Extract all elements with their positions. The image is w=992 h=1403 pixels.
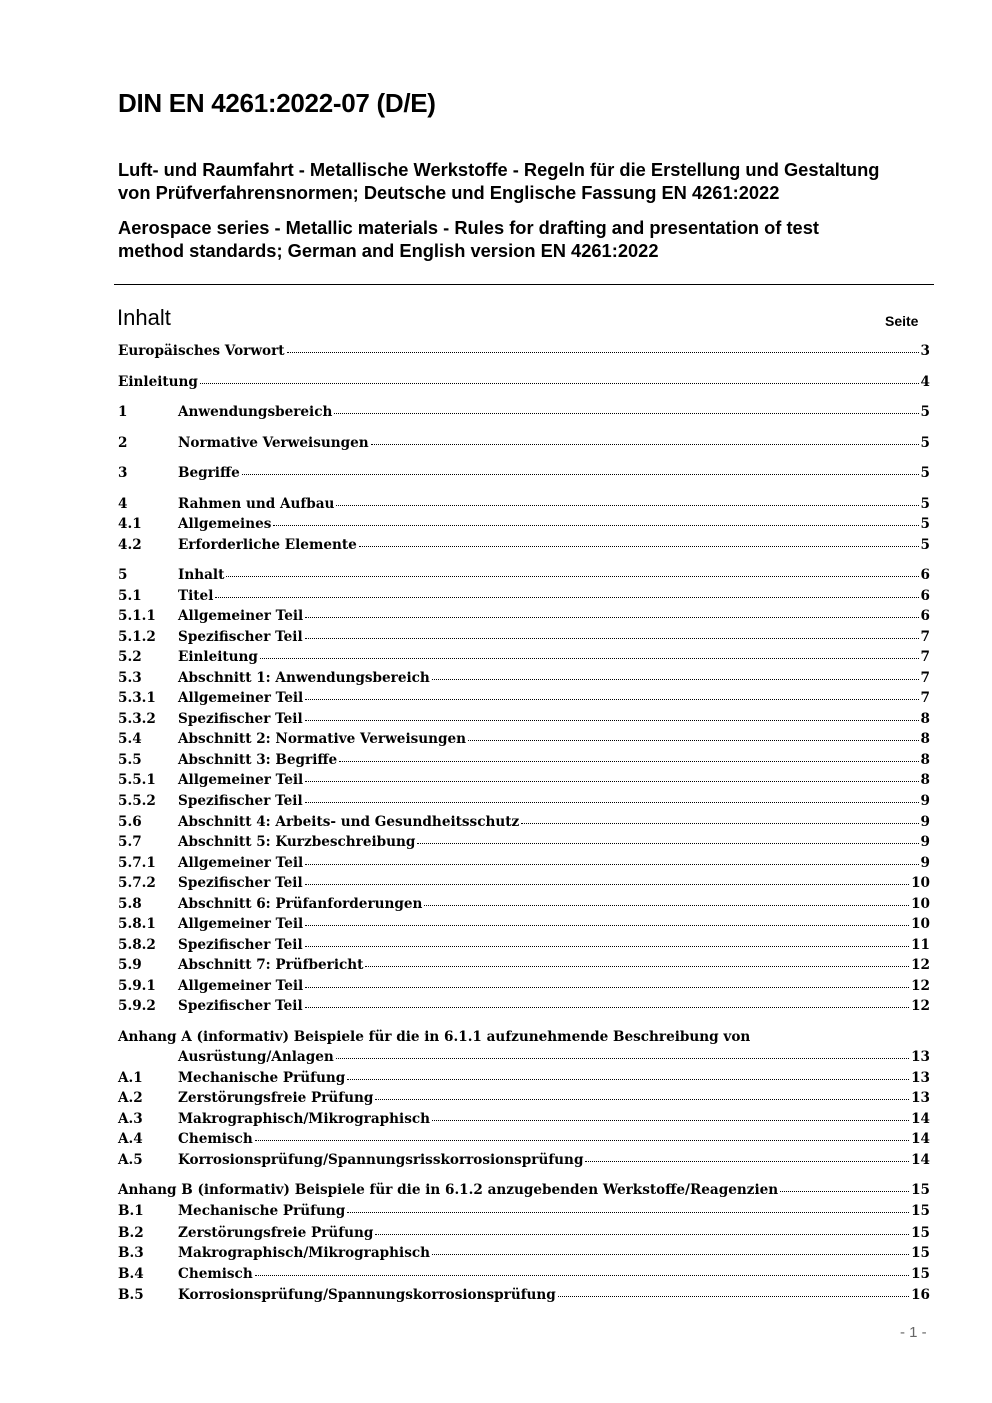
toc-entry-page: 5 bbox=[920, 465, 930, 481]
toc-entry-page: 8 bbox=[920, 731, 930, 747]
dot-leader bbox=[339, 751, 918, 762]
toc-entry-page: 6 bbox=[920, 608, 930, 624]
toc-entry[interactable] bbox=[118, 494, 930, 514]
dot-leader bbox=[432, 1110, 909, 1121]
dot-leader bbox=[347, 1069, 909, 1080]
toc-entry-number: 2 bbox=[118, 435, 128, 451]
toc-entry[interactable] bbox=[118, 750, 930, 770]
toc-entry[interactable] bbox=[118, 402, 930, 422]
toc-entry-number: 5.8.1 bbox=[118, 916, 156, 932]
toc-entry-title: Spezifischer Teil bbox=[178, 998, 303, 1014]
toc-entry-title: Europäisches Vorwort bbox=[118, 343, 285, 359]
toc-entry-page: 10 bbox=[911, 896, 930, 912]
dot-leader bbox=[200, 373, 919, 384]
toc-entry[interactable] bbox=[118, 1068, 930, 1088]
toc-entry-number: B.2 bbox=[118, 1225, 144, 1241]
toc-entry[interactable] bbox=[118, 514, 930, 534]
toc-entry-title: Abschnitt 2: Normative Verweisungen bbox=[178, 731, 467, 747]
dot-leader bbox=[260, 648, 919, 659]
toc-entry-number: A.2 bbox=[118, 1090, 143, 1106]
toc-entry-page: 7 bbox=[920, 629, 930, 645]
dot-leader bbox=[305, 936, 909, 947]
toc-entry[interactable] bbox=[118, 668, 930, 688]
toc-entry[interactable] bbox=[118, 1223, 930, 1243]
dot-leader bbox=[336, 1048, 909, 1059]
toc-entry-page: 6 bbox=[920, 567, 930, 583]
toc-entry[interactable] bbox=[118, 463, 930, 483]
dot-leader bbox=[375, 1224, 909, 1235]
dot-leader bbox=[585, 1151, 909, 1162]
toc-entry-title: Inhalt bbox=[178, 567, 225, 583]
toc-entry-number: B.3 bbox=[118, 1245, 144, 1261]
toc-entry-page: 7 bbox=[920, 690, 930, 706]
dot-leader bbox=[780, 1181, 909, 1192]
toc-entry-number: 5.9 bbox=[118, 957, 142, 973]
dot-leader bbox=[305, 915, 909, 926]
toc-entry[interactable] bbox=[118, 606, 930, 626]
dot-leader bbox=[558, 1286, 909, 1297]
toc-entry[interactable] bbox=[118, 1264, 930, 1284]
toc-entry-number: A.3 bbox=[118, 1111, 143, 1127]
toc-entry-page: 12 bbox=[911, 998, 930, 1014]
toc-entry-page: 14 bbox=[911, 1131, 930, 1147]
dot-leader bbox=[359, 536, 919, 547]
toc-entry-title: Abschnitt 5: Kurzbeschreibung bbox=[178, 834, 416, 850]
toc-entry-page: 9 bbox=[920, 834, 930, 850]
toc-entry[interactable] bbox=[118, 627, 930, 647]
toc-entry-page: 14 bbox=[911, 1152, 930, 1168]
dot-leader bbox=[347, 1202, 909, 1213]
toc-entry[interactable] bbox=[118, 688, 930, 708]
toc-entry-page: 3 bbox=[920, 343, 930, 359]
annex-a-heading-continued[interactable] bbox=[118, 1047, 930, 1067]
toc-entry-number: 5.3.1 bbox=[118, 690, 156, 706]
toc-entry[interactable] bbox=[118, 729, 930, 749]
toc-entry[interactable] bbox=[118, 341, 930, 361]
dot-leader bbox=[305, 628, 919, 639]
toc-entry-title: Abschnitt 6: Prüfanforderungen bbox=[178, 896, 423, 912]
dot-leader bbox=[242, 464, 919, 475]
toc-entry[interactable] bbox=[118, 812, 930, 832]
toc-entry-title: Titel bbox=[178, 588, 214, 604]
dot-leader bbox=[305, 607, 918, 618]
toc-page-column-label: Seite bbox=[885, 313, 919, 329]
dot-leader bbox=[305, 977, 909, 988]
dot-leader bbox=[255, 1265, 909, 1276]
toc-heading: Inhalt bbox=[117, 305, 171, 330]
toc-entry-number: 3 bbox=[118, 465, 128, 481]
page-number: - 1 - bbox=[900, 1324, 927, 1341]
dot-leader bbox=[255, 1130, 909, 1141]
toc-entry[interactable] bbox=[118, 565, 930, 585]
toc-entry-number: 5 bbox=[118, 567, 128, 583]
toc-entry-title: Abschnitt 4: Arbeits- und Gesundheitsschutz bbox=[178, 814, 520, 830]
toc-entry-page: 15 bbox=[911, 1203, 930, 1219]
toc-entry-number: 5.8 bbox=[118, 896, 142, 912]
toc-entry-page: 15 bbox=[911, 1245, 930, 1261]
toc-entry-number: 5.1.2 bbox=[118, 629, 156, 645]
document-title: DIN EN 4261:2022-07 (D/E) bbox=[118, 88, 436, 118]
toc-entry[interactable] bbox=[118, 935, 930, 955]
toc-entry-page: 15 bbox=[911, 1266, 930, 1282]
toc-entry[interactable] bbox=[118, 586, 930, 606]
dot-leader bbox=[521, 813, 918, 824]
dot-leader bbox=[215, 587, 918, 598]
toc-entry-number: A.1 bbox=[118, 1070, 143, 1086]
toc-entry-page: 9 bbox=[920, 814, 930, 830]
toc-entry-number: 5.9.1 bbox=[118, 978, 156, 994]
title-divider bbox=[114, 284, 934, 285]
dot-leader bbox=[365, 956, 909, 967]
toc-entry-title: Allgemeines bbox=[178, 516, 272, 532]
toc-entry-page: 7 bbox=[920, 649, 930, 665]
toc-entry[interactable] bbox=[118, 832, 930, 852]
toc-entry-page: 15 bbox=[911, 1225, 930, 1241]
dot-leader bbox=[305, 689, 918, 700]
toc-entry-page: 8 bbox=[920, 711, 930, 727]
toc-entry-page: 7 bbox=[920, 670, 930, 686]
dot-leader bbox=[432, 1244, 909, 1255]
toc-entry-page: 4 bbox=[920, 374, 930, 390]
toc-entry[interactable] bbox=[118, 1243, 930, 1263]
toc-entry-title: Zerstörungsfreie Prüfung bbox=[178, 1225, 374, 1241]
dot-leader bbox=[417, 833, 918, 844]
toc-entry-number: 5.2 bbox=[118, 649, 142, 665]
toc-entry-page: 5 bbox=[920, 404, 930, 420]
toc-entry[interactable] bbox=[118, 1109, 930, 1129]
toc-entry-number: 5.9.2 bbox=[118, 998, 156, 1014]
toc-entry[interactable] bbox=[118, 1201, 930, 1221]
toc-entry-title: Chemisch bbox=[178, 1266, 253, 1282]
toc-entry[interactable] bbox=[118, 976, 930, 996]
toc-entry[interactable] bbox=[118, 647, 930, 667]
toc-entry-page: 5 bbox=[920, 496, 930, 512]
toc-entry-number: B.4 bbox=[118, 1266, 144, 1282]
toc-entry[interactable] bbox=[118, 996, 930, 1016]
toc-entry-number: 5.3.2 bbox=[118, 711, 156, 727]
toc-entry-title: Spezifischer Teil bbox=[178, 793, 303, 809]
toc-entry-number: 5.5.1 bbox=[118, 772, 156, 788]
toc-entry-title: Erforderliche Elemente bbox=[178, 537, 357, 553]
dot-leader bbox=[287, 342, 919, 353]
toc-entry-title: Allgemeiner Teil bbox=[178, 916, 304, 932]
toc-entry-page: 16 bbox=[911, 1287, 930, 1303]
toc-entry-number: B.1 bbox=[118, 1203, 144, 1219]
toc-entry-page: 10 bbox=[911, 916, 930, 932]
toc-entry-number: 5.7.1 bbox=[118, 855, 156, 871]
toc-entry-title: Allgemeiner Teil bbox=[178, 855, 304, 871]
toc-entry-number: 5.1 bbox=[118, 588, 142, 604]
toc-entry-title: Chemisch bbox=[178, 1131, 253, 1147]
toc-entry[interactable] bbox=[118, 709, 930, 729]
toc-entry[interactable] bbox=[118, 873, 930, 893]
toc-entry-title: Mechanische Prüfung bbox=[178, 1070, 346, 1086]
toc-entry[interactable] bbox=[118, 1150, 930, 1170]
toc-entry-page: 12 bbox=[911, 957, 930, 973]
toc-entry-title: Einleitung bbox=[118, 374, 198, 390]
toc-entry-number: 5.6 bbox=[118, 814, 142, 830]
dot-leader bbox=[468, 730, 918, 741]
dot-leader bbox=[336, 495, 918, 506]
toc-entry-title: Korrosionsprüfung/Spannungsrisskorrosionsprüfung bbox=[178, 1152, 584, 1168]
title-german: Luft- und Raumfahrt - Metallische Werkstoffe - Regeln für die Erstellung und Gestaltung von Prüfverfahrensnormen; Deutsche und Englische Fassung EN 4261:2022 bbox=[118, 159, 880, 203]
toc-entry-page: 5 bbox=[920, 537, 930, 553]
toc-entry-number: 4.2 bbox=[118, 537, 142, 553]
dot-leader bbox=[371, 434, 919, 445]
toc-entry[interactable] bbox=[118, 853, 930, 873]
toc-entry-page: 12 bbox=[911, 978, 930, 994]
toc-entry-title: Spezifischer Teil bbox=[178, 711, 303, 727]
toc-entry[interactable] bbox=[118, 914, 930, 934]
toc-entry[interactable] bbox=[118, 791, 930, 811]
toc-entry-number: 5.3 bbox=[118, 670, 142, 686]
toc-entry-title: Korrosionsprüfung/Spannungskorrosionsprüfung bbox=[178, 1287, 556, 1303]
toc-entry-title: Abschnitt 1: Anwendungsbereich bbox=[178, 670, 430, 686]
toc-entry-page: 13 bbox=[911, 1090, 930, 1106]
toc-entry-page: 15 bbox=[911, 1182, 930, 1198]
toc-entry-number: A.4 bbox=[118, 1131, 143, 1147]
toc-entry-title: Allgemeiner Teil bbox=[178, 690, 304, 706]
dot-leader bbox=[305, 874, 909, 885]
toc-entry-page: 9 bbox=[920, 855, 930, 871]
dot-leader bbox=[305, 771, 918, 782]
toc-entry-page: 13 bbox=[911, 1049, 930, 1065]
toc-entry-page: 6 bbox=[920, 588, 930, 604]
toc-entry-number: A.5 bbox=[118, 1152, 143, 1168]
dot-leader bbox=[334, 403, 918, 414]
toc-entry-title: Mechanische Prüfung bbox=[178, 1203, 346, 1219]
toc-entry-number: 5.7 bbox=[118, 834, 142, 850]
toc-entry[interactable] bbox=[118, 955, 930, 975]
toc-entry-title: Rahmen und Aufbau bbox=[178, 496, 335, 512]
toc-entry-number: 4 bbox=[118, 496, 128, 512]
toc-entry-number: 5.5.2 bbox=[118, 793, 156, 809]
dot-leader bbox=[424, 895, 909, 906]
toc-entry-page: 9 bbox=[920, 793, 930, 809]
toc-entry-title: Ausrüstung/Anlagen bbox=[178, 1049, 334, 1065]
toc-entry-page: 5 bbox=[920, 516, 930, 532]
toc-entry[interactable] bbox=[118, 1088, 930, 1108]
toc-entry[interactable] bbox=[118, 894, 930, 914]
toc-entry-page: 10 bbox=[911, 875, 930, 891]
annex-b-heading[interactable] bbox=[118, 1180, 930, 1200]
toc-entry-page: 11 bbox=[911, 937, 930, 953]
toc-entry[interactable] bbox=[118, 770, 930, 790]
toc-entry-title: Einleitung bbox=[178, 649, 258, 665]
toc-entry-title: Normative Verweisungen bbox=[178, 435, 369, 451]
dot-leader bbox=[305, 997, 909, 1008]
dot-leader bbox=[305, 710, 919, 721]
toc-entry[interactable] bbox=[118, 433, 930, 453]
toc-entry-title: Begriffe bbox=[178, 465, 240, 481]
toc-entry-number: 1 bbox=[118, 404, 128, 420]
toc-entry[interactable] bbox=[118, 1285, 930, 1305]
toc-entry-title: Makrographisch/Mikrographisch bbox=[178, 1245, 431, 1261]
toc-entry-title: Allgemeiner Teil bbox=[178, 772, 304, 788]
toc-entry-title: Makrographisch/Mikrographisch bbox=[178, 1111, 431, 1127]
toc-entry-title: Spezifischer Teil bbox=[178, 937, 303, 953]
toc-entry-title: Anwendungsbereich bbox=[178, 404, 333, 420]
title-english: Aerospace series - Metallic materials - Rules for drafting and presentation of test method standards; German and English version EN 4261:2022 bbox=[118, 217, 819, 261]
toc-entry-title: Allgemeiner Teil bbox=[178, 608, 304, 624]
toc-entry-title: Abschnitt 7: Prüfbericht bbox=[178, 957, 364, 973]
toc-entry-title: Spezifischer Teil bbox=[178, 875, 303, 891]
toc-entry-title: Spezifischer Teil bbox=[178, 629, 303, 645]
toc-entry-page: 8 bbox=[920, 752, 930, 768]
toc-entry-number: 5.4 bbox=[118, 731, 142, 747]
toc-entry-number: 5.7.2 bbox=[118, 875, 156, 891]
toc-entry-number: 5.5 bbox=[118, 752, 142, 768]
title-block bbox=[118, 158, 888, 262]
toc-entry-number: 5.8.2 bbox=[118, 937, 156, 953]
toc-entry[interactable] bbox=[118, 372, 930, 392]
toc-entry-title: Anhang B (informativ) Beispiele für die in 6.1.2 anzugebenden Werkstoffe/Reagenzien bbox=[118, 1182, 779, 1198]
dot-leader bbox=[432, 669, 919, 680]
toc-entry-number: 4.1 bbox=[118, 516, 142, 532]
dot-leader bbox=[305, 854, 918, 865]
toc-entry-page: 8 bbox=[920, 772, 930, 788]
dot-leader bbox=[273, 515, 918, 526]
toc-entry-page: 14 bbox=[911, 1111, 930, 1127]
toc-entry-number: 5.1.1 bbox=[118, 608, 156, 624]
toc-entry-page: 5 bbox=[920, 435, 930, 451]
toc-entry-number: B.5 bbox=[118, 1287, 144, 1303]
toc-entry[interactable] bbox=[118, 1129, 930, 1149]
toc-entry-title: Abschnitt 3: Begriffe bbox=[178, 752, 338, 768]
toc-entry-page: 13 bbox=[911, 1070, 930, 1086]
dot-leader bbox=[226, 566, 918, 577]
annex-a-heading[interactable]: Anhang A (informativ) Beispiele für die in 6.1.1 aufzunehmende Beschreibung von bbox=[118, 1029, 751, 1045]
toc-entry-title: Zerstörungsfreie Prüfung bbox=[178, 1090, 374, 1106]
toc-entry-title: Allgemeiner Teil bbox=[178, 978, 304, 994]
toc-entry[interactable] bbox=[118, 535, 930, 555]
dot-leader bbox=[305, 792, 919, 803]
dot-leader bbox=[375, 1089, 909, 1100]
